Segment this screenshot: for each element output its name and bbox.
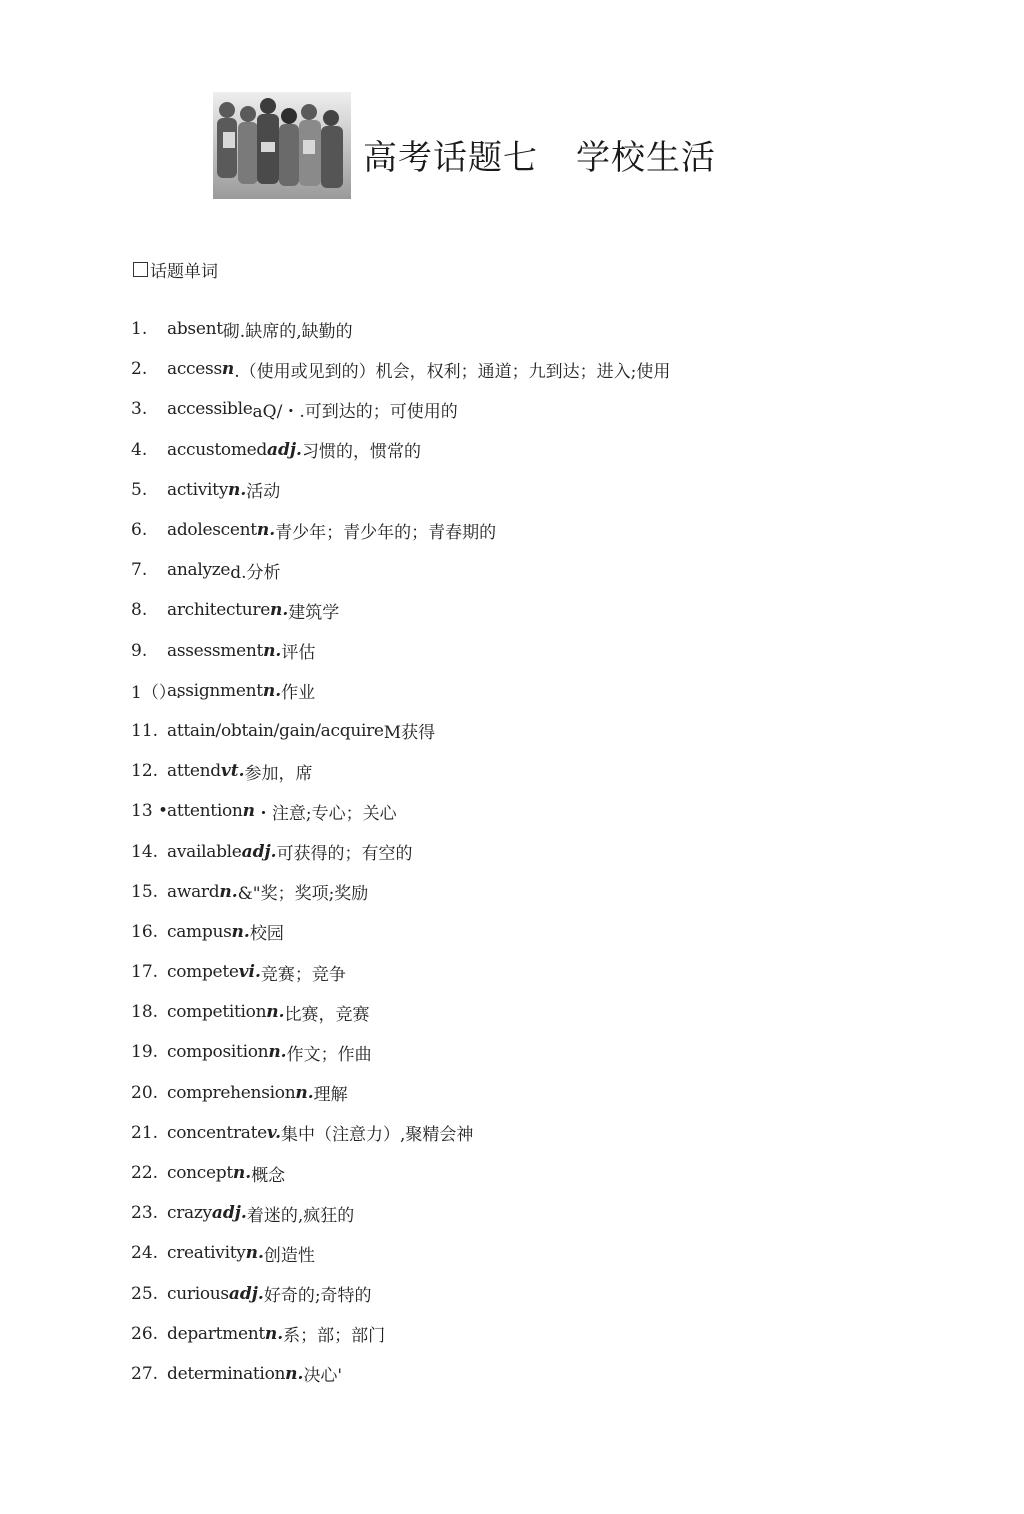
vocab-word: access <box>167 359 222 380</box>
vocab-part-of-speech: n. <box>285 1363 304 1384</box>
vocab-number: 9. <box>131 640 148 661</box>
vocab-number: 22. <box>131 1163 159 1184</box>
vocab-definition: 概念 <box>251 1165 286 1186</box>
vocab-definition: 作业 <box>281 683 316 704</box>
vocab-word: award <box>167 881 220 902</box>
vocab-part-of-speech: n. <box>228 479 247 500</box>
vocab-item <box>131 1153 991 1193</box>
vocab-part-of-speech: adj. <box>241 841 277 862</box>
vocab-part-of-speech: v. <box>266 1122 282 1143</box>
vocab-definition: d.分析 <box>230 562 281 583</box>
vocab-definition: 集中（注意力）,聚精会神 <box>281 1125 474 1146</box>
vocab-definition: 参加，席 <box>244 763 313 784</box>
vocab-definition: 决心' <box>303 1366 343 1387</box>
vocab-part-of-speech: n. <box>269 600 289 621</box>
vocab-number: 1（）. <box>131 683 182 704</box>
vocab-word: concept <box>167 1163 233 1184</box>
vocab-definition: 好奇的;奇特的 <box>263 1286 372 1307</box>
vocab-part-of-speech: n. <box>231 921 250 942</box>
vocab-definition: 作文；作曲 <box>286 1044 372 1065</box>
vocab-item <box>131 711 991 751</box>
vocab-part-of-speech: n <box>221 359 235 380</box>
vocab-word: campus <box>167 921 232 942</box>
vocab-word: curious <box>167 1283 229 1304</box>
vocab-definition: 建筑学 <box>288 602 340 623</box>
vocab-item <box>131 590 991 630</box>
vocab-definition: 系；部；部门 <box>283 1326 386 1347</box>
vocab-word: accustomed <box>167 439 267 460</box>
vocab-number: 19. <box>131 1042 159 1063</box>
vocab-item <box>131 1354 991 1394</box>
vocab-part-of-speech: adj. <box>228 1283 264 1304</box>
vocab-number: 27. <box>131 1363 159 1384</box>
vocab-definition: 习惯的，惯常的 <box>301 442 421 463</box>
vocab-item <box>131 309 991 349</box>
vocab-definition: .（使用或见到的）机会，权利；通道；九到达；进入;使用 <box>234 361 671 382</box>
vocab-word: attain/obtain/gain/acquire <box>167 720 384 741</box>
vocab-item <box>131 831 991 871</box>
vocab-item <box>131 872 991 912</box>
vocab-number: 5. <box>131 479 148 500</box>
vocab-item <box>131 389 991 429</box>
vocab-item <box>131 1032 991 1072</box>
vocab-item <box>131 952 991 992</box>
vocab-part-of-speech: n. <box>256 520 276 541</box>
vocab-number: 3. <box>131 399 148 420</box>
vocab-definition: 活动 <box>246 482 281 503</box>
vocab-definition: 青少年；青少年的；青春期的 <box>275 522 497 543</box>
vocab-number: 4. <box>131 439 148 460</box>
vocab-item <box>131 631 991 671</box>
vocab-part-of-speech: vt. <box>220 761 245 782</box>
vocab-item <box>131 470 991 510</box>
vocab-word: attend <box>167 761 221 782</box>
vocab-word: crazy <box>167 1203 212 1224</box>
vocab-number: 7. <box>131 560 148 581</box>
vocab-definition: 可获得的；有空的 <box>276 844 413 865</box>
vocab-item <box>131 791 991 831</box>
vocab-item <box>131 510 991 550</box>
vocab-definition: M获得 <box>383 723 436 744</box>
vocab-word: adolescent <box>167 520 257 541</box>
checkbox-square-icon <box>133 262 148 277</box>
vocab-definition: &"奖；奖项;奖励 <box>237 884 369 905</box>
vocab-word: concentrate <box>167 1122 267 1143</box>
vocab-number: 8. <box>131 600 148 621</box>
vocab-item <box>131 550 991 590</box>
vocab-item <box>131 992 991 1032</box>
vocab-number: 13 • <box>131 801 169 822</box>
vocab-definition: aQ/・.可到达的；可使用的 <box>252 401 458 422</box>
vocab-number: 16. <box>131 921 159 942</box>
vocab-number: 11. <box>131 720 159 741</box>
vocab-number: 14. <box>131 841 159 862</box>
vocab-word: absent <box>167 319 223 340</box>
vocab-part-of-speech: n. <box>262 680 282 701</box>
vocab-definition: 砌.缺席的,缺勤的 <box>222 321 353 342</box>
vocab-word: comprehension <box>167 1082 296 1103</box>
vocab-definition: ・注意;专心；关心 <box>254 803 397 824</box>
vocab-word: assessment <box>167 640 264 661</box>
vocab-item <box>131 1274 991 1314</box>
vocab-part-of-speech: n. <box>266 1002 285 1023</box>
vocab-word: compete <box>167 962 239 983</box>
vocab-definition: 评估 <box>281 643 316 664</box>
vocab-definition: 着迷的,疯狂的 <box>246 1205 355 1226</box>
vocab-word: determination <box>167 1363 286 1384</box>
vocab-word: activity <box>167 479 229 500</box>
vocab-part-of-speech: adj. <box>266 439 302 460</box>
vocab-definition: 竞赛；竞争 <box>260 964 346 985</box>
vocab-item <box>131 1073 991 1113</box>
vocab-number: 24. <box>131 1243 159 1264</box>
vocab-word: creativity <box>167 1243 246 1264</box>
title-main: 高考话题七 <box>363 138 538 178</box>
vocab-item <box>131 912 991 952</box>
vocab-part-of-speech: n <box>242 801 255 822</box>
vocab-number: 1. <box>131 319 148 340</box>
vocab-definition: 比赛，竞赛 <box>284 1004 370 1025</box>
vocab-number: 20. <box>131 1082 159 1103</box>
vocab-number: 23. <box>131 1203 159 1224</box>
vocab-number: 15. <box>131 881 159 902</box>
page-title <box>363 130 716 179</box>
vocab-word: analyze <box>167 560 231 581</box>
vocab-word: composition <box>167 1042 269 1063</box>
vocab-item <box>131 1193 991 1233</box>
vocab-word: accessible <box>167 399 253 420</box>
title-sub: 学校生活 <box>576 138 716 178</box>
vocab-word: assignment <box>167 680 263 701</box>
vocab-number: 17. <box>131 962 159 983</box>
vocab-number: 6. <box>131 520 148 541</box>
vocab-part-of-speech: n. <box>245 1243 264 1264</box>
students-group-photo <box>213 92 351 199</box>
vocab-item <box>131 1314 991 1354</box>
vocab-part-of-speech: n. <box>263 640 282 661</box>
vocab-part-of-speech: n. <box>232 1163 252 1184</box>
vocab-part-of-speech: vi. <box>238 962 261 983</box>
vocab-definition: 理解 <box>313 1085 348 1106</box>
vocab-part-of-speech: adj. <box>211 1203 247 1224</box>
vocab-number: 12. <box>131 761 159 782</box>
vocab-number: 26. <box>131 1323 159 1344</box>
vocab-definition: 校园 <box>249 924 284 945</box>
section-heading <box>133 257 218 282</box>
vocab-word: competition <box>167 1002 267 1023</box>
vocab-item <box>131 671 991 711</box>
vocab-item <box>131 751 991 791</box>
section-heading-label: 话题单词 <box>150 262 218 282</box>
vocab-part-of-speech: n. <box>219 881 238 902</box>
vocab-number: 21. <box>131 1122 159 1143</box>
vocab-word: architecture <box>167 600 270 621</box>
vocab-word: department <box>167 1323 265 1344</box>
vocab-list <box>131 309 991 1394</box>
vocab-number: 18. <box>131 1002 159 1023</box>
vocab-item <box>131 349 991 389</box>
vocab-part-of-speech: n. <box>295 1082 314 1103</box>
vocab-part-of-speech: n. <box>264 1323 284 1344</box>
vocab-item <box>131 1233 991 1273</box>
vocab-item <box>131 1113 991 1153</box>
vocab-word: available <box>167 841 242 862</box>
vocab-number: 25. <box>131 1283 159 1304</box>
header-photo <box>213 92 351 199</box>
vocab-part-of-speech: n. <box>268 1042 287 1063</box>
vocab-number: 2. <box>131 359 148 380</box>
vocab-word: attention <box>167 801 243 822</box>
vocab-definition: 创造性 <box>263 1245 315 1266</box>
vocab-item <box>131 430 991 470</box>
